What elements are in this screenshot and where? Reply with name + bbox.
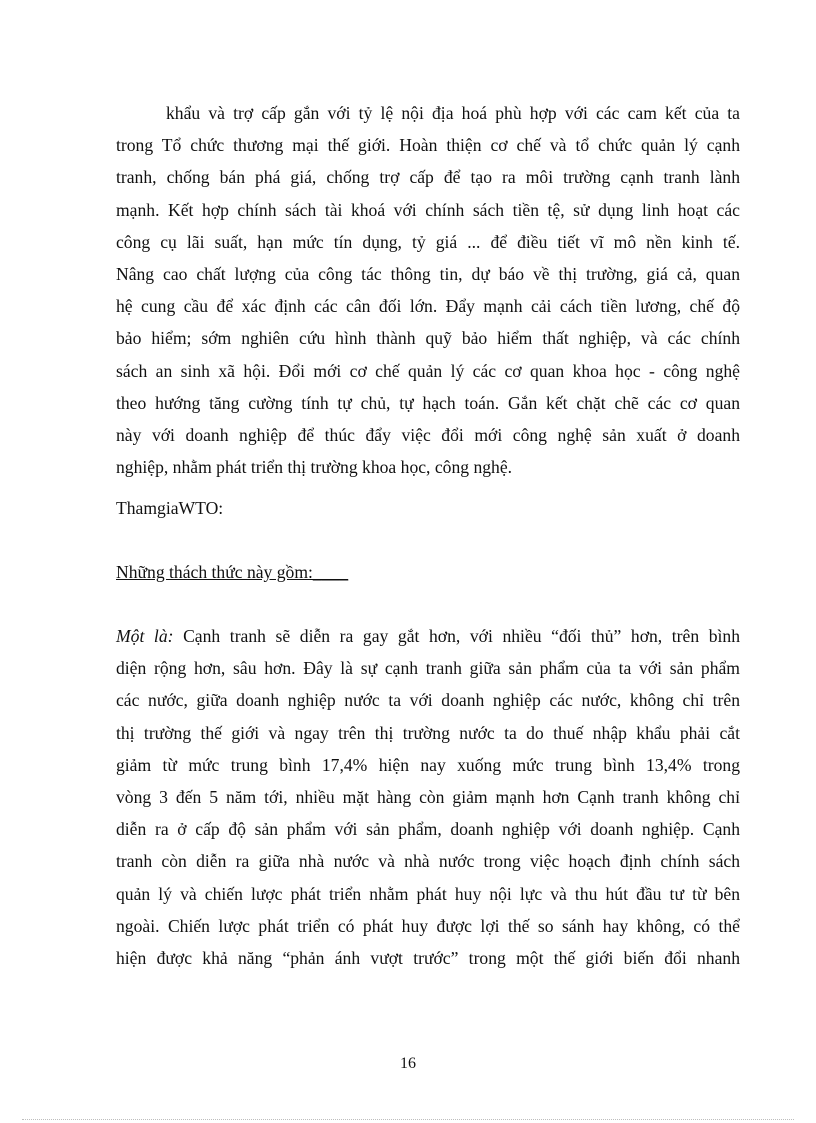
text-line: nghiệp, nhằm phát triển thị trường khoa học, công nghệ.	[116, 457, 513, 478]
paragraph-trade-policy	[116, 97, 740, 483]
paragraph-first-challenge	[116, 620, 740, 974]
page-bottom-border	[22, 1119, 794, 1120]
page-number: 16	[400, 1055, 416, 1072]
text-line: trong Tổ chức thương mại thế giới. Hoàn thiện cơ chế và tổ chức quản lý cạnh	[116, 135, 740, 156]
text-line: mạnh. Kết hợp chính sách tài khoá với chính sách tiền tệ, sử dụng linh hoạt các	[116, 199, 740, 220]
text-line: ngoài. Chiến lược phát triển có phát huy được lợi thế so sánh hay không, có thể	[116, 915, 740, 936]
text-line	[116, 620, 740, 652]
text-line: tranh còn diễn ra giữa nhà nước và nhà nước trong việc hoạch định chính sách	[116, 851, 740, 872]
section-heading-challenges: Những thách thức này gồm:____	[116, 562, 349, 582]
text-line: theo hướng tăng cường tính tự chủ, tự hạch toán. Gắn kết chặt chẽ các cơ quan	[116, 392, 740, 413]
text-line: quản lý và chiến lược phát triển nhằm phát huy nội lực và thu hút đầu tư từ bên	[116, 883, 740, 904]
text-line: diện rộng hơn, sâu hơn. Đây là sự cạnh tranh giữa sản phẩm của ta với sản phẩm	[116, 658, 740, 679]
section-heading-wto: ThamgiaWTO:	[116, 498, 224, 518]
text-line: vòng 3 đến 5 năm tới, nhiều mặt hàng còn giảm mạnh hơn Cạnh tranh không chỉ	[116, 787, 740, 808]
text-line: này với doanh nghiệp để thúc đẩy việc đổi mới công nghệ sản xuất ở doanh	[116, 425, 740, 446]
text-line: diễn ra ở cấp độ sản phẩm với sản phẩm, doanh nghiệp với doanh nghiệp. Cạnh	[116, 819, 740, 840]
text-line: giảm từ mức trung bình 17,4% hiện nay xuống mức trung bình 13,4% trong	[116, 754, 740, 775]
text-line	[116, 97, 740, 129]
challenge-lead-label: Một là:	[116, 626, 174, 646]
text-line-content: khẩu và trợ cấp gắn với tỷ lệ nội địa hoá phù hợp với các cam kết của ta	[166, 103, 740, 123]
text-line: bảo hiểm; sớm nghiên cứu hình thành quỹ bảo hiểm thất nghiệp, và các chính	[116, 328, 740, 349]
text-line: Nâng cao chất lượng của công tác thông tin, dự báo về thị trường, giá cả, quan	[116, 264, 740, 285]
text-line: thị trường thế giới và ngay trên thị trường nước ta do thuế nhập khẩu phải cắt	[116, 722, 740, 743]
text-line-content: Cạnh tranh sẽ diễn ra gay gắt hơn, với nhiều “đối thủ” hơn, trên bình	[173, 626, 740, 646]
text-line: công cụ lãi suất, hạn mức tín dụng, tỷ giá ... để điều tiết vĩ mô nền kinh tế.	[116, 231, 740, 252]
text-line: hiện được khả năng “phản ánh vượt trước” trong một thế giới biến đổi nhanh	[116, 948, 740, 969]
text-line: sách an sinh xã hội. Đổi mới cơ chế quản lý các cơ quan khoa học - công nghệ	[116, 360, 740, 381]
text-line: các nước, giữa doanh nghiệp nước ta với doanh nghiệp các nước, không chỉ trên	[116, 690, 740, 711]
text-line: tranh, chống bán phá giá, chống trợ cấp để tạo ra môi trường cạnh tranh lành	[116, 167, 740, 188]
text-line: hệ cung cầu để xác định các cân đối lớn. Đẩy mạnh cải cách tiền lương, chế độ	[116, 296, 740, 317]
